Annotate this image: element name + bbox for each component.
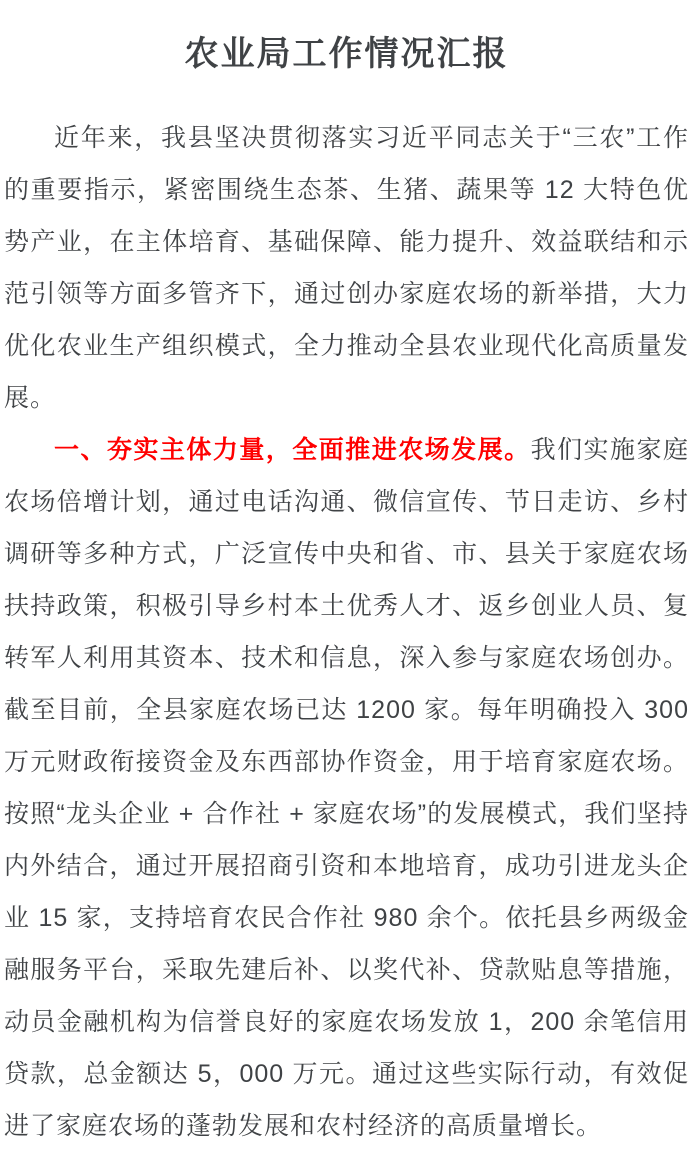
section-1-heading: 一、夯实主体力量，全面推进农场发展。 <box>54 436 531 464</box>
paragraph-section-1 <box>4 424 689 1152</box>
section-1-text: 我们实施家庭农场倍增计划，通过电话沟通、微信宣传、节日走访、乡村调研等多种方式，广泛宣传中央和省、市、县关于家庭农场扶持政策，积极引导乡村本土优秀人才、返乡创业人员、复转军人利用其资本、技术和信息，深入参与家庭农场创办。截至目前，全县家庭农场已达 1200 家。每年明确投入 300 万元财政衔接资金及东西部协作资金，用于培育家庭农场。按照“龙头企业 + 合作社 + 家庭农场”的发展模式，我们坚持内外结合，通过开展招商引资和本地培育，成功引进龙头企业 15 家，支持培育农民合作社 980 余个。依托县乡两级金融服务平台，采取先建后补、以奖代补、贷款贴息等措施，动员金融机构为信誉良好的家庭农场发放 1，200 余笔信用贷款，总金额达 5，000 万元。通过这些实际行动，有效促进了家庭农场的蓬勃发展和农村经济的高质量增长。 <box>4 436 689 1140</box>
paragraph-intro <box>4 112 689 424</box>
page-title: 农业局工作情况汇报 <box>184 35 509 73</box>
intro-text: 近年来，我县坚决贯彻落实习近平同志关于“三农”工作的重要指示，紧密围绕生态茶、生猪、蔬果等 12 大特色优势产业，在主体培育、基础保障、能力提升、效益联结和示范引领等方面多管齐下，通过创办家庭农场的新举措，大力优化农业生产组织模式，全力推动全县农业现代化高质量发展。 <box>4 124 689 412</box>
